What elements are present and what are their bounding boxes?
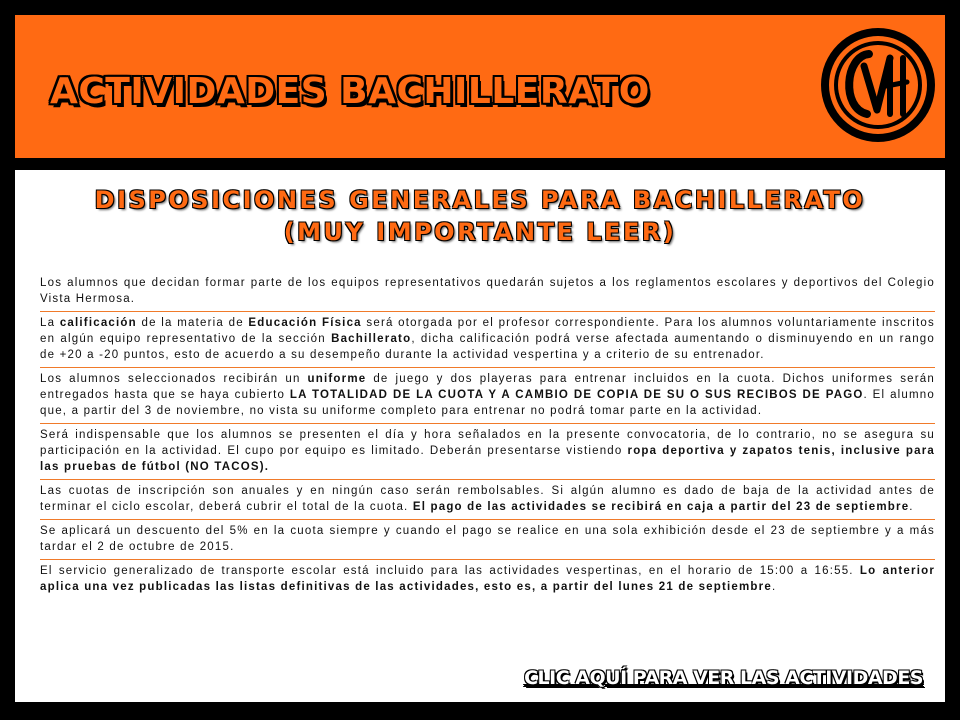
rule-text: Las cuotas de inscripción son anuales y en ningún caso serán rembolsables. Si algún alumno es dado de baja de la actividad antes de terminar el ciclo escolar, deberá cubrir el total de la cuota. [40,485,935,513]
rule-text: será otorgada por el profesor correspondiente. Para los alumnos voluntariamente inscritos en algún equipo representativo de la sección [40,317,935,345]
page-title: ACTIVIDADES BACHILLERATO [50,71,650,112]
rule-emphasis: Educación Física [248,317,362,329]
section-title-line2: (MUY IMPORTANTE LEER) [283,218,677,246]
content-panel [15,170,945,702]
rule-emphasis: Bachillerato [331,333,412,345]
rule-emphasis: Lo anterior aplica una vez publicadas las listas definitivas de las actividades, esto es, a partir del lunes 21 de septiembre [40,565,935,593]
rule-text: Será indispensable que los alumnos se presenten el día y hora señalados en la presente convocatoria, de lo contrario, no se asegura su participación en la actividad. El cupo por equipo es limitado. Deberán presentarse vistiendo [40,429,935,457]
rule-text: de la materia de [136,317,249,329]
rule-item [40,482,935,520]
rule-emphasis: ropa deportiva y zapatos tenis, inclusive para las pruebas de fútbol (NO TACOS). [40,445,936,473]
rule-emphasis: LA TOTALIDAD DE LA CUOTA Y A CAMBIO DE COPIA DE SU O SUS RECIBOS DE PAGO [289,389,864,401]
rules-list [40,274,935,601]
school-logo [819,26,937,144]
rule-item [40,522,935,560]
header-banner [15,15,945,158]
rule-item [40,426,935,480]
rule-text: Se aplicará un descuento del 5% en la cuota siempre y cuando el pago se realice en una sola exhibición desde el 23 de septiembre y a más tardar el 2 de octubre de 2015. [40,525,935,553]
rule-text: . El alumno que, a partir del 3 de noviembre, no vista su uniforme completo para entrenar no podrá tomar parte en la actividad. [40,389,936,417]
rule-emphasis: El pago de las actividades se recibirá en caja a partir del 23 de septiembre [412,501,910,513]
section-title-line1: DISPOSICIONES GENERALES PARA BACHILLERATO [94,186,866,214]
rule-text: , dicha calificación podrá verse afectada aumentando o disminuyendo en un rango de +20 a -20 puntos, esto de acuerdo a su desempeño durante la actividad vespertina y a criterio de su entrenador. [40,333,935,361]
rule-item [40,274,935,312]
rule-item [40,314,935,368]
view-activities-link[interactable]: CLIC AQUÍ PARA VER LAS ACTIVIDADES [524,667,923,689]
rule-text: Los alumnos que decidan formar parte de los equipos representativos quedarán sujetos a los reglamentos escolares y deportivos del Colegio Vista Hermosa. [40,277,935,305]
rule-item [40,370,935,424]
rule-text: . [771,581,777,593]
rule-text: . [909,501,914,513]
rule-text: de juego y dos playeras para entrenar incluidos en la cuota. Dichos uniformes serán entregados hasta que se haya cubierto [40,373,935,401]
rule-text: Los alumnos seleccionados recibirán un [40,373,308,385]
rule-item [40,562,935,599]
rule-emphasis: uniforme [307,373,367,385]
rule-emphasis: calificación [59,317,137,329]
rule-text: La [40,317,60,329]
section-title [15,184,945,248]
rule-text: El servicio generalizado de transporte escolar está incluido para las actividades vespertinas, en el horario de 15:00 a 16:55. [40,565,860,577]
